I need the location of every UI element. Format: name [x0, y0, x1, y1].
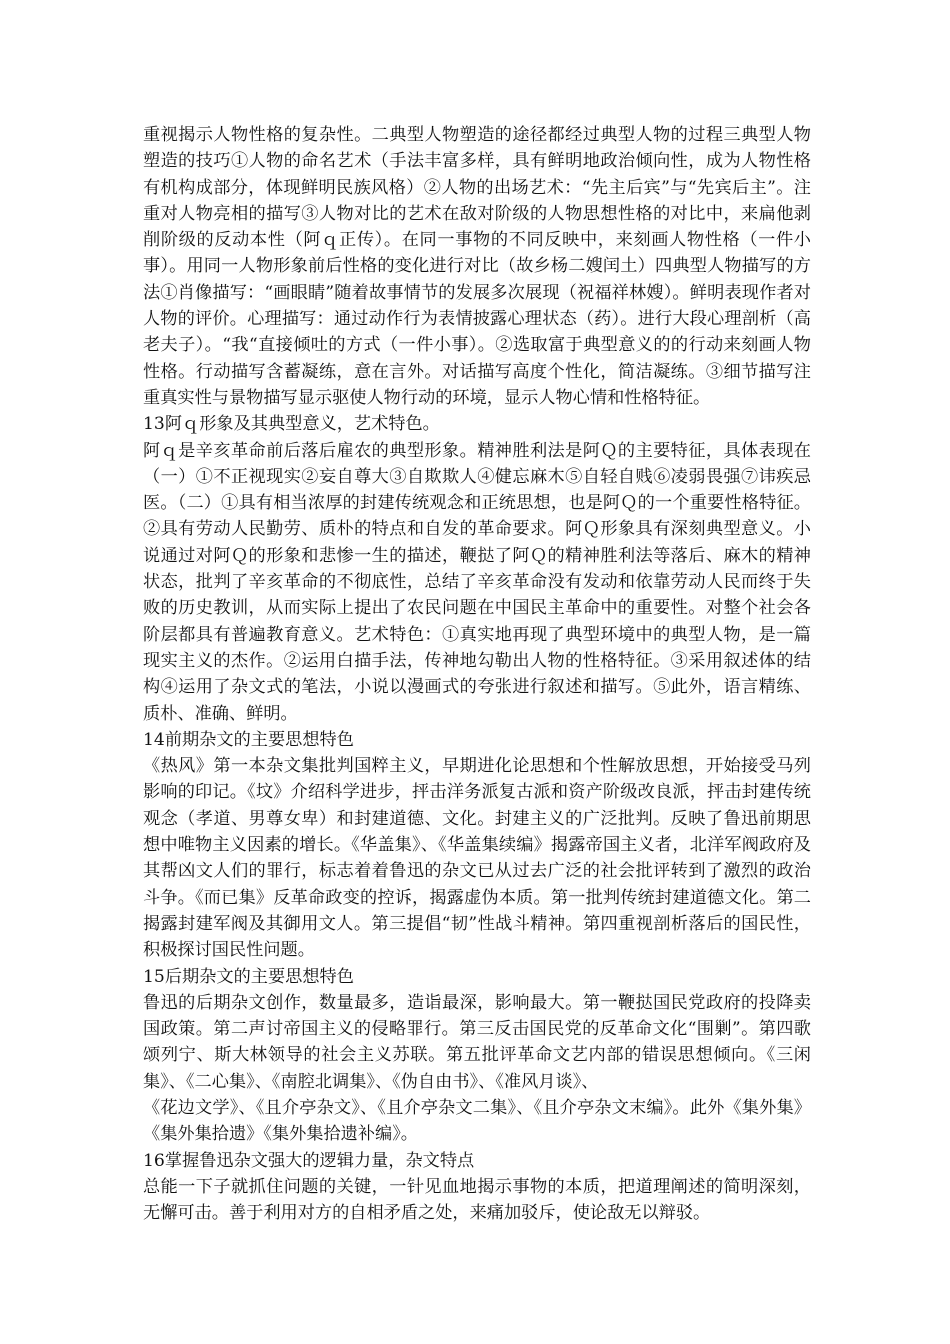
- paragraph-late-essays-collections: 《花边文学》、《且介亭杂文》、《且介亭杂文二集》、《且介亭杂文末编》。此外《集外集》《集外集拾遗》《集外集拾遗补编》。: [143, 1097, 811, 1145]
- section-heading-15: 15后期杂文的主要思想特色: [143, 966, 354, 987]
- section-heading-14: 14前期杂文的主要思想特色: [143, 729, 354, 750]
- paragraph-early-essays: 《热风》第一本杂文集批判国粹主义，早期进化论思想和个性解放思想，开始接受马列影响的印记。《坟》介绍科学进步，抨击洋务派复古派和资产阶级改良派，抨击封建传统观念（孝道、男尊女卑）和封建道德、文化。封建主义的广泛批判。反映了鲁迅前期思想中唯物主义因素的增长。《华盖集》、《华盖集续编》揭露帝国主义者，北洋军阀政府及其帮凶文人们的罪行，标志着着鲁迅的杂文已从过去广泛的社会批评转到了激烈的政治斗争。《而已集》反革命政变的控诉，揭露虚伪本质。第一批判传统封建道德文化。第二揭露封建军阀及其御用文人。第三提倡“韧”性战斗精神。第四重视剖析落后的国民性，积极探讨国民性问题。: [143, 756, 811, 961]
- paragraph-late-essays: 鲁迅的后期杂文创作，数量最多，造诣最深，影响最大。第一鞭挞国民党政府的投降卖国政策。第二声讨帝国主义的侵略罪行。第三反击国民党的反革命文化“围剿”。第四歌颂列宁、斯大林领导的社会主义苏联。第五批评革命文艺内部的错误思想倾向。《三闲集》、《二心集》、《南腔北调集》、《伪自由书》、《准风月谈》、: [143, 992, 811, 1092]
- paragraph-character-techniques: 重视揭示人物性格的复杂性。二典型人物塑造的途径都经过典型人物的过程三典型人物塑造的技巧①人物的命名艺术（手法丰富多样，具有鲜明地政治倾向性，成为人物性格有机构成部分，体现鲜明民族风格）②人物的出场艺术：“先主后宾”与“先宾后主”。注重对人物亮相的描写③人物对比的艺术在敌对阶级的人物思想性格的对比中，来扁他剥削阶级的反动本性（阿ｑ正传）。在同一事物的不同反映中，来刻画人物性格（一件小事）。用同一人物形象前后性格的变化进行对比（故乡杨二嫂闰土）四典型人物描写的方法①肖像描写：“画眼睛”随着故事情节的发展多次展现（祝福祥林嫂）。鲜明表现作者对人物的评价。心理描写：通过动作行为表情披露心理状态（药）。进行大段心理剖析（高老夫子）。“我“直接倾吐的方式（一件小事）。②选取富于典型意义的的行动来刻画人物性格。行动描写含蓄凝练，意在言外。对话描写高度个性化，简洁凝练。③细节描写注重真实性与景物描写显示驱使人物行动的环境，显示人物心情和性格特征。: [143, 125, 811, 408]
- document-body: [143, 122, 811, 1226]
- paragraph-ah-q: 阿ｑ是辛亥革命前后落后雇农的典型形象。精神胜利法是阿Ｑ的主要特征，具体表现在（一）①不正视现实②妄自尊大③自欺欺人④健忘麻木⑤自轻自贱⑥凌弱畏强⑦讳疾忌医。（二）①具有相当浓厚的封建传统观念和正统思想，也是阿Ｑ的一个重要性格特征。②具有劳动人民勤劳、质朴的特点和自发的革命要求。阿Ｑ形象具有深刻典型意义。小说通过对阿Ｑ的形象和悲惨一生的描述，鞭挞了阿Ｑ的精神胜利法等落后、麻木的精神状态，批判了辛亥革命的不彻底性，总结了辛亥革命没有发动和依靠劳动人民而终于失败的历史教训，从而实际上提出了农民问题在中国民主革命中的重要性。对整个社会各阶层都具有普遍教育意义。艺术特色：①真实地再现了典型环境中的典型人物，是一篇现实主义的杰作。②运用白描手法，传神地勾勒出人物的性格特征。③采用叙述体的结构④运用了杂文式的笔法，小说以漫画式的夸张进行叙述和描写。⑤此外，语言精练、质朴、准确、鲜明。: [143, 440, 811, 724]
- section-heading-13: 13阿ｑ形象及其典型意义，艺术特色。: [143, 414, 440, 435]
- paragraph-essay-logic: 总能一下子就抓住问题的关键，一针见血地揭示事物的本质，把道理阐述的简明深刻，无懈可击。善于利用对方的自相矛盾之处，来痛加驳斥，使论敌无以辩驳。: [143, 1176, 811, 1224]
- section-heading-16: 16掌握鲁迅杂文强大的逻辑力量，杂文特点: [143, 1150, 475, 1171]
